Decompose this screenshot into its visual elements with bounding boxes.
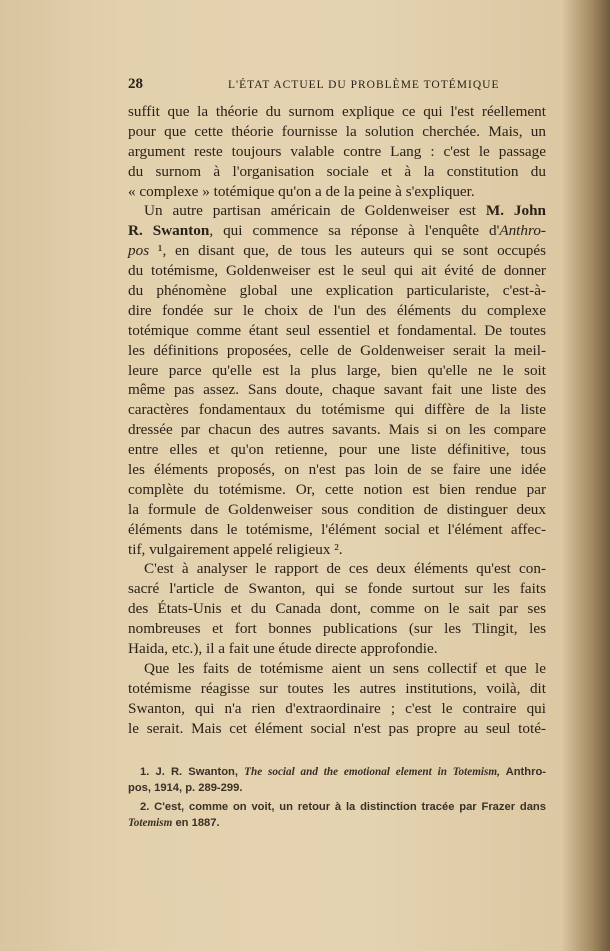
footnote-line-segment: 2. C'est, comme on voit, un retour à la distinction tracée par Frazer dans xyxy=(140,801,546,813)
text-line-segment: M. John xyxy=(485,202,546,220)
footnotes xyxy=(128,764,546,834)
text-line xyxy=(128,341,546,361)
text-line xyxy=(128,221,546,241)
text-line-segment: la formule de Goldenweiser sous condition de distinguer deux xyxy=(128,500,546,518)
body-text xyxy=(128,102,546,739)
text-line-segment: sacré l'article de Swanton, qui se fonde surtout sur les faits xyxy=(128,580,546,598)
text-line xyxy=(128,460,546,480)
text-line xyxy=(128,480,546,500)
text-line xyxy=(128,102,546,122)
footnote-line-segment: 1. J. R. Swanton, xyxy=(140,766,245,778)
text-line-segment: C'est à analyser le rapport de ces deux éléments qu'est con- xyxy=(144,560,546,578)
text-line-segment: ¹, en disant que, de tous les auteurs qui se sont occupés xyxy=(149,242,546,260)
text-line-segment: pos xyxy=(128,242,150,260)
footnote-line-segment: Totemism xyxy=(128,817,173,829)
text-line-segment: même pas assez. Sans doute, chaque savant fait une liste des xyxy=(128,381,546,399)
text-line xyxy=(128,559,546,579)
text-line-segment: caractères fondamentaux du totémisme qui diffère de la liste xyxy=(128,401,546,419)
text-line xyxy=(128,699,546,719)
text-line xyxy=(128,579,546,599)
text-line xyxy=(128,500,546,520)
text-line-segment: pour que cette théorie fournisse la solution cherchée. Mais, un xyxy=(128,122,546,140)
text-line-segment: les définitions proposées, celle de Goldenweiser serait la meil- xyxy=(128,341,546,359)
running-title: L'ÉTAT ACTUEL DU PROBLÈME TOTÉMIQUE xyxy=(228,79,500,91)
text-line-segment: suffit que la théorie du surnom explique ce qui l'est réellement xyxy=(128,103,546,120)
text-line xyxy=(128,420,546,440)
text-line xyxy=(128,540,546,560)
text-line-segment: du totémisme, Goldenweiser est le seul qui ait évité de donner xyxy=(128,262,546,280)
text-line-segment: les éléments proposés, on n'est pas loin de se faire une idée xyxy=(128,461,546,479)
text-line xyxy=(128,639,546,659)
text-line-segment: Haida, etc.), il a fait une étude directe approfondie. xyxy=(128,640,438,658)
text-line-segment: éléments dans le totémisme, l'élément social et l'élément affec- xyxy=(128,520,546,538)
text-line-segment: des États-Unis et du Canada dont, comme on le sait par ses xyxy=(128,600,546,618)
text-line-segment: Anthro- xyxy=(499,222,546,240)
footnote-line-segment: The social and the emotional element in Totemism, xyxy=(244,766,500,778)
footnote-line xyxy=(128,815,546,831)
text-line-segment: , qui commence sa réponse à l'enquête d' xyxy=(209,222,500,240)
footnote-line-segment: en 1887. xyxy=(172,817,220,829)
text-line xyxy=(128,241,546,261)
text-line-segment: totémique comme étant seul essentiel et fondamental. De toutes xyxy=(128,321,546,339)
text-line-segment: Que les faits de totémisme aient un sens collectif et que le xyxy=(144,659,546,677)
footnote-line-segment: Anthro- xyxy=(499,766,546,778)
text-line xyxy=(128,201,546,221)
text-line xyxy=(128,599,546,619)
text-line-segment: nombreuses et fort bonnes publications (sur les Tlingit, les xyxy=(128,620,546,638)
text-line-segment: entre elles et qu'on retienne, pour une liste définitive, tous xyxy=(128,441,546,459)
text-line-segment: dire fondée sur le choix de l'un des éléments du complexe xyxy=(128,301,546,319)
text-line xyxy=(128,619,546,639)
text-line-segment: leure parce qu'elle est la plus large, bien qu'elle ne le soit xyxy=(128,361,546,379)
footnote-line-segment: pos, 1914, p. 289-299. xyxy=(128,782,243,794)
page-number: 28 xyxy=(128,76,143,92)
text-line xyxy=(128,261,546,281)
text-line-segment: dressée par chacun des autres savants. Mais si on les compare xyxy=(128,421,546,439)
footnote-line xyxy=(128,764,546,780)
text-line-segment: R. Swanton xyxy=(128,222,210,240)
text-line xyxy=(128,301,546,321)
text-line xyxy=(128,361,546,381)
text-line xyxy=(128,380,546,400)
text-line-segment: du phénomène global une explication particulariste, c'est-à- xyxy=(128,282,546,300)
text-line-segment: totémisme réagisse sur toutes les autres institutions, voilà, dit xyxy=(128,679,546,697)
text-line-segment: « complexe » totémique qu'on a de la peine à s'expliquer. xyxy=(128,182,475,200)
text-line-segment: Un autre partisan américain de Goldenweiser est xyxy=(144,202,486,220)
text-line xyxy=(128,679,546,699)
text-line xyxy=(128,142,546,162)
text-line-segment: complète du totémisme. Or, cette notion est bien rendue par xyxy=(128,480,546,498)
text-line xyxy=(128,162,546,182)
text-line-segment: le serait. Mais cet élément social n'est pas propre au seul toté- xyxy=(128,719,546,737)
text-line xyxy=(128,281,546,301)
text-line xyxy=(128,122,546,142)
text-line xyxy=(128,659,546,679)
text-line-segment: argument reste toujours valable contre Lang : c'est le passage xyxy=(128,142,546,160)
footnote-line xyxy=(128,799,546,815)
text-line-segment: Swanton, qui n'a rien d'extraordinaire ; c'est le contraire qui xyxy=(128,699,546,717)
text-line xyxy=(128,400,546,420)
text-line-segment: du surnom à l'organisation sociale et à la constitution du xyxy=(128,162,546,180)
text-line xyxy=(128,520,546,540)
text-line xyxy=(128,182,546,202)
text-line-segment: tif, vulgairement appelé religieux ². xyxy=(128,540,343,558)
text-line xyxy=(128,719,546,739)
text-line xyxy=(128,321,546,341)
text-line xyxy=(128,440,546,460)
footnote-line xyxy=(128,780,546,796)
